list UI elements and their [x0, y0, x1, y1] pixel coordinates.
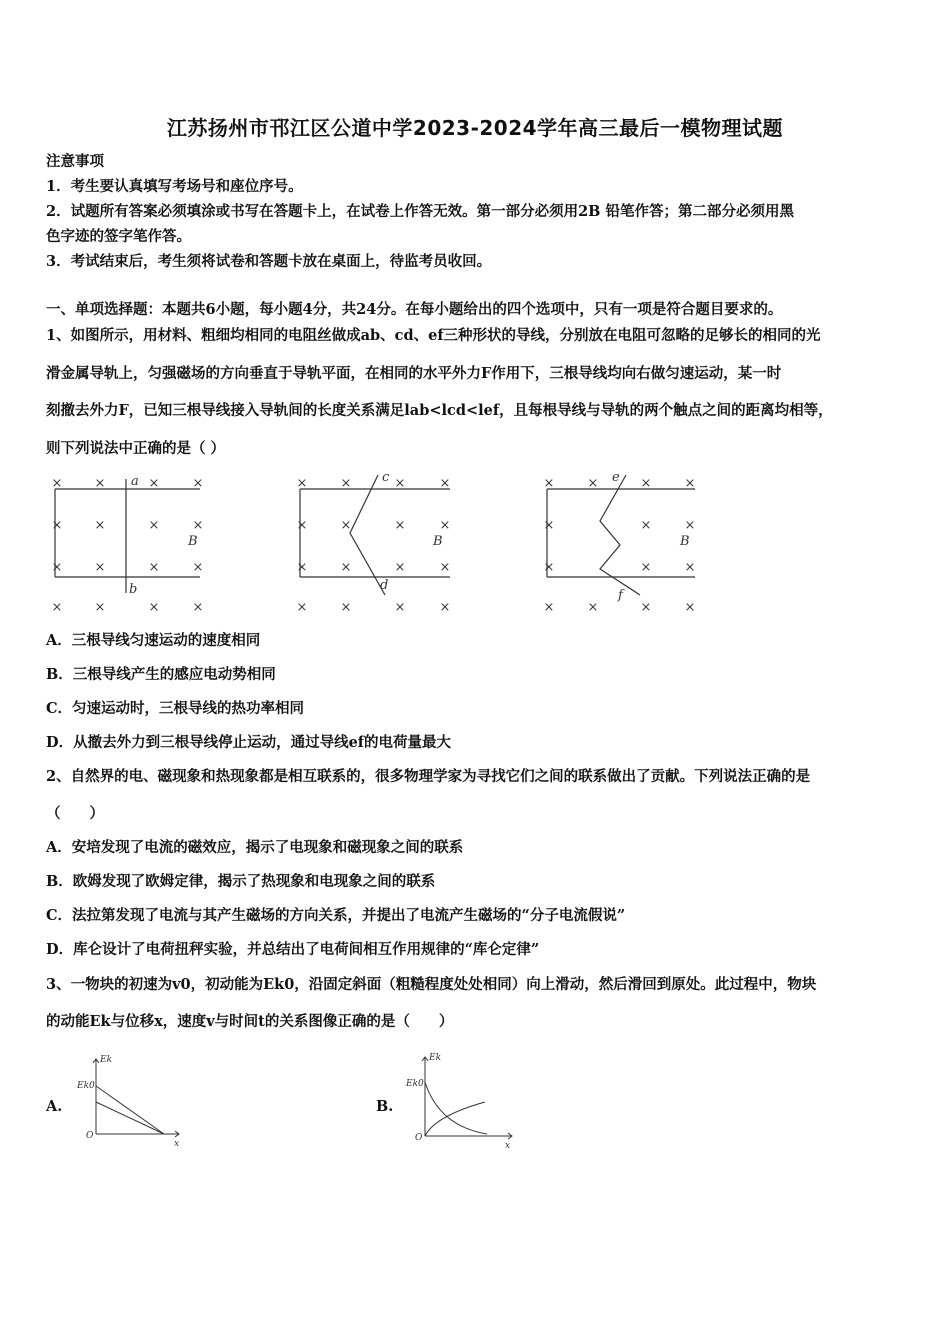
notice-item: 色字迹的签字笔作答。: [46, 228, 191, 245]
q3-option-b-label: B.: [376, 1098, 394, 1115]
field-cross: ×: [51, 600, 63, 615]
field-cross: ×: [94, 518, 106, 533]
q3-option-a-label: A.: [46, 1098, 63, 1115]
question-1-text: 滑金属导轨上，匀强磁场的方向垂直于导轨平面，在相同的水平外力F作用下，三根导线均向右做匀速运动，某一时: [46, 365, 782, 382]
question-3-text: 的动能Ek与位移x，速度v与时间t的关系图像正确的是（ ）: [46, 1013, 454, 1030]
axis-label-y: Ek: [429, 1053, 442, 1063]
field-cross: ×: [439, 560, 451, 575]
label-B: B: [680, 534, 690, 549]
field-cross: ×: [543, 476, 555, 491]
field-cross: ×: [640, 560, 652, 575]
notice-item: 2．试题所有答案必须填涂或书写在答题卡上，在试卷上作答无效。第一部分必须用2B 铅笔作答；第二部分必须用黑: [46, 203, 794, 220]
field-cross: ×: [51, 518, 63, 533]
field-cross: ×: [94, 600, 106, 615]
field-cross: ×: [587, 600, 599, 615]
label-d: d: [380, 578, 389, 593]
question-2-text: （ ）: [46, 805, 104, 822]
q3-graph-b: [405, 1046, 525, 1150]
q1-option-b: B．三根导线产生的感应电动势相同: [46, 666, 276, 683]
field-cross: ×: [94, 476, 106, 491]
field-cross: ×: [340, 600, 352, 615]
field-cross: ×: [340, 518, 352, 533]
q1-option-c: C．匀速运动时，三根导线的热功率相同: [46, 700, 305, 717]
field-cross: ×: [394, 476, 406, 491]
field-cross: ×: [192, 600, 204, 615]
axis-origin: O: [415, 1133, 423, 1143]
notice-item: 3．考试结束后，考生须将试卷和答题卡放在桌面上，待监考员收回。: [46, 253, 492, 270]
q2-option-c: C．法拉第发现了电流与其产生磁场的方向关系，并提出了电流产生磁场的“分子电流假说”: [46, 907, 626, 924]
axis-label-ek0: Ek0: [77, 1081, 95, 1091]
field-cross: ×: [640, 518, 652, 533]
field-cross: ×: [192, 476, 204, 491]
question-3-text: 3、一物块的初速为v0，初动能为Ek0，沿固定斜面（粗糙程度处处相同）向上滑动，然后滑回到原处。此过程中，物块: [46, 976, 817, 993]
question-1-text: 则下列说法中正确的是（ ）: [46, 440, 226, 457]
field-cross: ×: [394, 518, 406, 533]
page-title: 江苏扬州市邗江区公道中学2023-2024学年高三最后一模物理试题: [166, 116, 784, 140]
axis-label-ek0: Ek0: [406, 1079, 424, 1089]
field-cross: ×: [684, 600, 696, 615]
field-cross: ×: [340, 560, 352, 575]
field-cross: ×: [543, 560, 555, 575]
field-cross: ×: [640, 476, 652, 491]
q2-option-a: A．安培发现了电流的磁效应，揭示了电现象和磁现象之间的联系: [46, 839, 464, 856]
label-B: B: [188, 534, 198, 549]
field-cross: ×: [296, 560, 308, 575]
field-cross: ×: [148, 560, 160, 575]
field-cross: ×: [296, 600, 308, 615]
field-cross: ×: [148, 600, 160, 615]
field-cross: ×: [296, 476, 308, 491]
field-cross: ×: [439, 518, 451, 533]
field-cross: ×: [148, 518, 160, 533]
field-cross: ×: [684, 518, 696, 533]
field-cross: ×: [94, 560, 106, 575]
axis-label-x: x: [174, 1139, 180, 1149]
field-cross: ×: [394, 600, 406, 615]
question-2-text: 2、自然界的电、磁现象和热现象都是相互联系的，很多物理学家为寻找它们之间的联系做出了贡献。下列说法正确的是: [46, 768, 811, 785]
field-cross: ×: [340, 476, 352, 491]
field-cross: ×: [192, 560, 204, 575]
q1-option-a: A．三根导线匀速运动的速度相同: [46, 632, 261, 649]
field-cross: ×: [587, 476, 599, 491]
field-cross: ×: [684, 476, 696, 491]
notice-heading: 注意事项: [46, 153, 104, 170]
label-a: a: [131, 474, 139, 489]
label-B: B: [433, 534, 443, 549]
field-cross: ×: [439, 476, 451, 491]
label-b: b: [129, 582, 138, 597]
field-cross: ×: [439, 600, 451, 615]
axis-label-x: x: [505, 1141, 511, 1150]
question-1-text: 1、如图所示，用材料、粗细均相同的电阻丝做成ab、cd、ef三种形状的导线，分别放在电阻可忽略的足够长的相同的光: [46, 327, 821, 344]
field-cross: ×: [192, 518, 204, 533]
q1-figure: [40, 465, 720, 625]
notice-item: 1．考生要认真填写考场号和座位序号。: [46, 178, 303, 195]
field-cross: ×: [543, 600, 555, 615]
field-cross: ×: [640, 600, 652, 615]
field-cross: ×: [51, 476, 63, 491]
axis-origin: O: [86, 1131, 94, 1141]
field-cross: ×: [543, 518, 555, 533]
q3-graph-a: [76, 1050, 196, 1150]
label-c: c: [382, 470, 390, 485]
axis-label-y: Ek: [100, 1055, 113, 1065]
label-e: e: [612, 470, 620, 485]
q2-option-d: D．库仑设计了电荷扭秤实验，并总结出了电荷间相互作用规律的“库仑定律”: [46, 941, 540, 958]
question-1-text: 刻撤去外力F，已知三根导线接入导轨间的长度关系满足lab<lcd<lef，且每根导线与导轨的两个触点之间的距离均相等，: [46, 402, 833, 419]
field-cross: ×: [394, 560, 406, 575]
field-cross: ×: [684, 560, 696, 575]
field-cross: ×: [296, 518, 308, 533]
q1-option-d: D．从撤去外力到三根导线停止运动，通过导线ef的电荷量最大: [46, 734, 452, 751]
field-cross: ×: [51, 560, 63, 575]
q2-option-b: B．欧姆发现了欧姆定律，揭示了热现象和电现象之间的联系: [46, 873, 436, 890]
section-heading: 一、单项选择题：本题共6小题，每小题4分，共24分。在每小题给出的四个选项中，只有一项是符合题目要求的。: [46, 301, 783, 318]
field-cross: ×: [148, 476, 160, 491]
label-f: f: [618, 588, 623, 603]
